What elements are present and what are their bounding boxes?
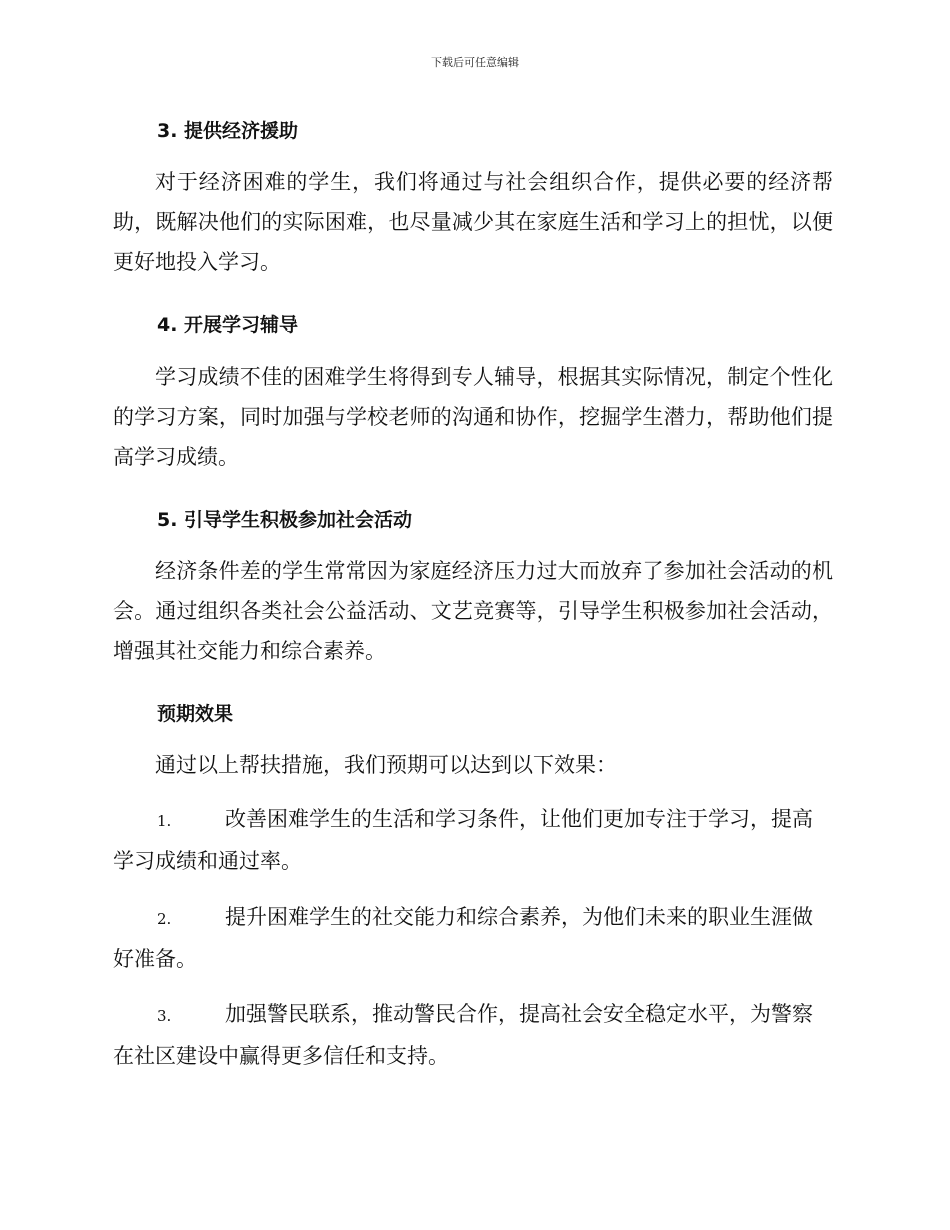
list-item-number: 2.	[157, 910, 172, 928]
list-item-text: 加强警民联系，推动警民合作，提高社会安全稳定水平，为警察在社区建设中赢得更多信任和支持。	[113, 1002, 813, 1068]
effects-heading: 预期效果	[157, 703, 234, 725]
section-heading-social-activities: 5. 引导学生积极参加社会活动	[157, 509, 413, 531]
effects-list-item	[113, 799, 833, 881]
effects-list-item	[113, 897, 833, 979]
section-paragraph-economic-aid: 对于经济困难的学生，我们将通过与社会组织合作，提供必要的经济帮助，既解决他们的实际困难，也尽量减少其在家庭生活和学习上的担忧，以便更好地投入学习。	[113, 170, 833, 274]
list-item-number: 3.	[157, 1007, 172, 1025]
list-item-number: 1.	[157, 812, 172, 830]
effects-list-item	[113, 994, 833, 1076]
list-item-text: 改善困难学生的生活和学习条件，让他们更加专注于学习，提高学习成绩和通过率。	[113, 807, 813, 873]
section-heading-economic-aid: 3. 提供经济援助	[157, 120, 299, 142]
section-paragraph-tutoring: 学习成绩不佳的困难学生将得到专人辅导，根据其实际情况，制定个性化的学习方案，同时加强与学校老师的沟通和协作，挖掘学生潜力，帮助他们提高学习成绩。	[113, 365, 833, 469]
section-paragraph-social-activities: 经济条件差的学生常常因为家庭经济压力过大而放弃了参加社会活动的机会。通过组织各类社会公益活动、文艺竞赛等，引导学生积极参加社会活动，增强其社交能力和综合素养。	[113, 559, 833, 663]
page-header: 下载后可任意编辑	[431, 56, 519, 69]
section-heading-tutoring: 4. 开展学习辅导	[157, 314, 299, 336]
effects-intro: 通过以上帮扶措施，我们预期可以达到以下效果：	[155, 753, 617, 777]
list-item-text: 提升困难学生的社交能力和综合素养，为他们未来的职业生涯做好准备。	[113, 905, 813, 971]
